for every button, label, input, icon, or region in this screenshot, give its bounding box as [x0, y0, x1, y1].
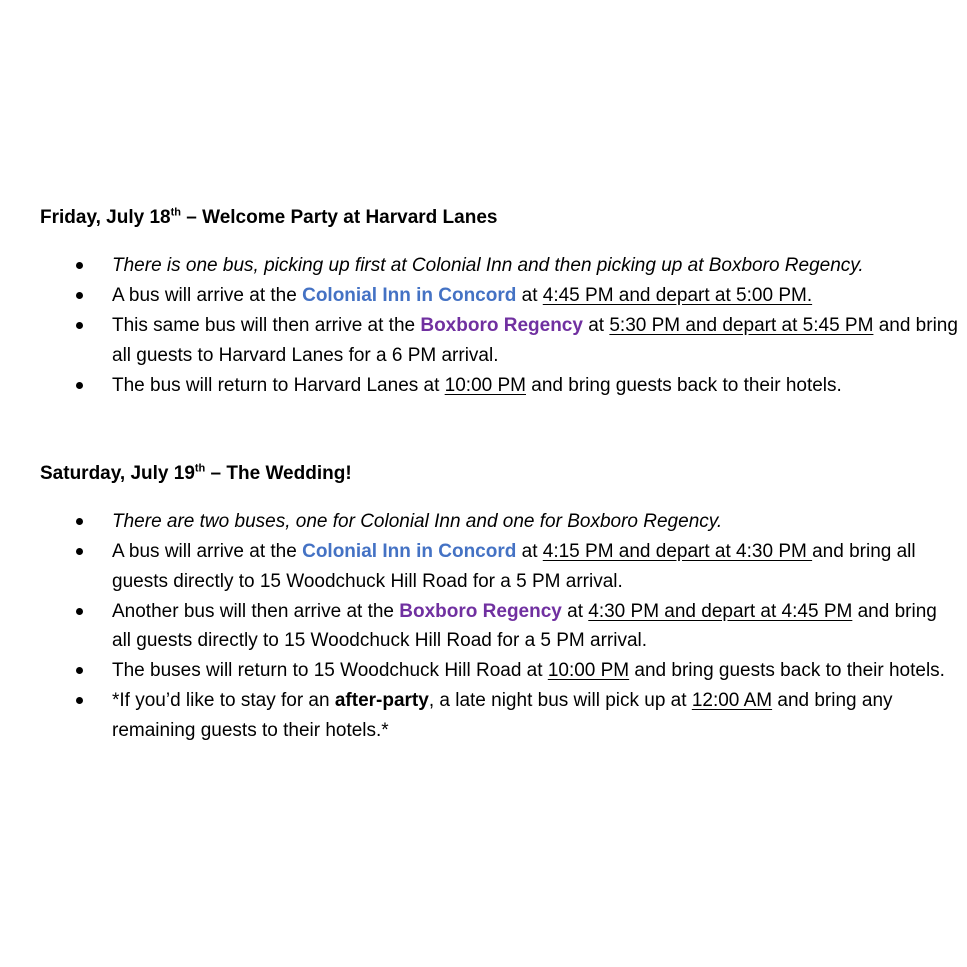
text-run: This same bus will then arrive at the [112, 315, 421, 336]
text-run: , a late night bus will pick up at [428, 690, 692, 711]
list-item [40, 371, 960, 401]
saturday-heading-date: Saturday, July 19 [40, 463, 195, 484]
text-run: and bring any remaining guests to their hotels.* [112, 690, 893, 741]
text-run: Another bus will then arrive at the [112, 600, 400, 622]
bullet-icon [76, 697, 83, 704]
text-run: and bring guests back to their hotels. [526, 374, 842, 396]
pickup-time: 5:30 PM and depart at 5:45 PM [609, 315, 874, 336]
list-item [40, 537, 960, 596]
text-run: and bring all guests to Harvard Lanes for a 6 PM arrival. [112, 315, 958, 366]
list-item [40, 251, 960, 281]
bullet-icon [76, 382, 83, 389]
friday-heading-date: Friday, July 18 [40, 207, 171, 228]
list-item [40, 507, 960, 537]
text-run: at [582, 315, 610, 336]
return-time: 10:00 PM [547, 660, 630, 681]
colonial-inn-name: Colonial Inn in Concord [302, 285, 517, 306]
list-item [40, 311, 960, 370]
bullet-icon [76, 667, 83, 674]
saturday-bullet-list [40, 507, 960, 745]
text-run: at [561, 600, 589, 622]
saturday-heading-title: – The Wedding! [205, 463, 352, 484]
boxboro-regency-name: Boxboro Regency [399, 600, 562, 622]
text-run: A bus will arrive at the [112, 541, 303, 562]
bullet-icon [76, 292, 83, 299]
bullet-icon [76, 608, 83, 615]
late-bus-time: 12:00 AM [691, 690, 773, 711]
text-run: at [516, 285, 543, 306]
list-item [40, 281, 960, 311]
list-item [40, 597, 960, 656]
saturday-section [40, 461, 960, 746]
pickup-time: 4:45 PM and depart at 5:00 PM. [542, 285, 813, 306]
saturday-heading-sup: th [194, 462, 206, 475]
bullet-icon [76, 548, 83, 555]
text-run: A bus will arrive at the [112, 285, 303, 306]
friday-heading-title: – Welcome Party at Harvard Lanes [181, 207, 498, 228]
pickup-time: 4:30 PM and depart at 4:45 PM [588, 600, 853, 622]
saturday-heading [40, 461, 960, 487]
text-run: The bus will return to Harvard Lanes at [112, 374, 445, 396]
text-run: and bring guests back to their hotels. [629, 660, 945, 681]
return-time: 10:00 PM [444, 374, 526, 396]
friday-note: There is one bus, picking up first at Colonial Inn and then picking up at Boxboro Regency. [112, 255, 864, 276]
friday-bullet-list [40, 251, 960, 400]
list-item [40, 656, 960, 686]
text-run: *If you’d like to stay for an [112, 690, 335, 711]
saturday-note: There are two buses, one for Colonial Inn and one for Boxboro Regency. [112, 511, 723, 532]
pickup-time: 4:15 PM and depart at 4:30 PM [542, 541, 813, 562]
text-run: at [516, 541, 543, 562]
bullet-icon [76, 322, 83, 329]
friday-heading-sup: th [170, 206, 181, 219]
bullet-icon [76, 518, 83, 525]
friday-heading [40, 205, 960, 231]
text-run: and bring all guests directly to 15 Woodchuck Hill Road for a 5 PM arrival. [112, 600, 937, 651]
colonial-inn-name: Colonial Inn in Concord [302, 541, 517, 562]
boxboro-regency-name: Boxboro Regency [420, 315, 583, 336]
friday-section [40, 205, 960, 401]
after-party-label: after-party [334, 690, 429, 711]
text-run: and bring all guests directly to 15 Woodchuck Hill Road for a 5 PM arrival. [112, 541, 916, 592]
list-item [40, 686, 960, 745]
text-run: The buses will return to 15 Woodchuck Hill Road at [112, 660, 548, 681]
bullet-icon [76, 262, 83, 269]
